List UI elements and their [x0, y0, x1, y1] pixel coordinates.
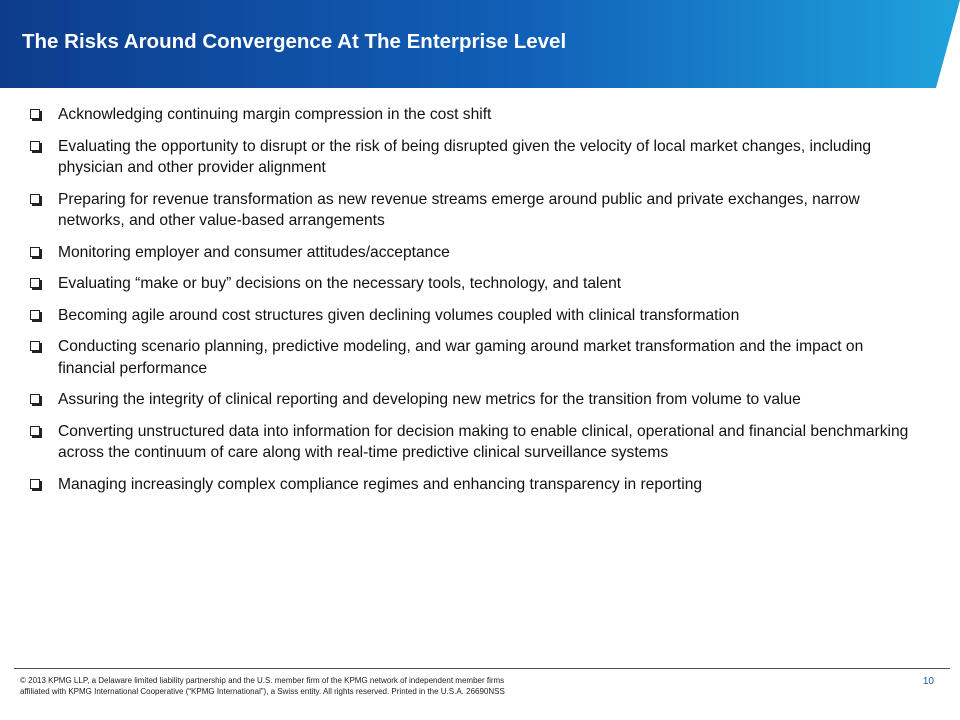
page-title: The Risks Around Convergence At The Enterprise Level — [22, 30, 567, 53]
bullet-text: Monitoring employer and consumer attitudes/acceptance — [58, 243, 450, 261]
checkbox-square-icon — [30, 394, 40, 404]
checkbox-square-icon — [30, 109, 40, 119]
bullet-text: Acknowledging continuing margin compression in the cost shift — [58, 106, 492, 123]
bullet-text: Evaluating “make or buy” decisions on the necessary tools, technology, and talent — [58, 275, 622, 292]
footer-legal-line: affiliated with KPMG International Cooperative (“KPMG International”), a Swiss entity. All rights reserved. Printed in the U.S.A. 26690NSS — [20, 687, 505, 696]
bullet-text: Becoming agile around cost structures given declining volumes coupled with clinical transformation — [58, 306, 740, 324]
bullet-text: Managing increasingly complex compliance regimes and enhancing transparency in reporting — [58, 475, 703, 493]
list-item — [30, 189, 910, 232]
checkbox-square-icon — [30, 194, 40, 204]
list-item — [30, 104, 910, 126]
bullet-list — [30, 104, 910, 505]
checkbox-square-icon — [30, 141, 40, 151]
checkbox-square-icon — [30, 341, 40, 351]
bullet-text: Converting unstructured data into information for decision making to enable clinical, operational and financial benchmarking across the continuum of care along with real-time predictive clinical surveillance systems — [58, 422, 909, 461]
bullet-text: Preparing for revenue transformation as new revenue streams emerge around public and private exchanges, narrow networks, and other value-based arrangements — [58, 190, 860, 229]
checkbox-square-icon — [30, 479, 40, 489]
page-number: 10 — [922, 676, 934, 687]
bullet-text: Assuring the integrity of clinical reporting and developing new metrics for the transition from volume to value — [58, 391, 801, 408]
checkbox-square-icon — [30, 426, 40, 436]
bullet-text: Evaluating the opportunity to disrupt or the risk of being disrupted given the velocity of local market changes, including physician and other provider alignment — [58, 137, 872, 176]
checkbox-square-icon — [30, 247, 40, 257]
list-item — [30, 474, 910, 496]
bullet-text: Conducting scenario planning, predictive modeling, and war gaming around market transformation and the impact on financial performance — [58, 338, 864, 377]
list-item — [30, 242, 910, 264]
checkbox-square-icon — [30, 278, 40, 288]
checkbox-square-icon — [30, 310, 40, 320]
list-item — [30, 305, 910, 327]
list-item — [30, 273, 910, 295]
list-item — [30, 389, 910, 411]
footer-legal-text — [20, 675, 620, 697]
footer-legal-line: © 2013 KPMG LLP, a Delaware limited liability partnership and the U.S. member firm of the KPMG network of independent member firms — [20, 676, 505, 685]
list-item — [30, 421, 910, 464]
footer-divider — [14, 668, 950, 669]
list-item — [30, 336, 910, 379]
list-item — [30, 136, 910, 179]
